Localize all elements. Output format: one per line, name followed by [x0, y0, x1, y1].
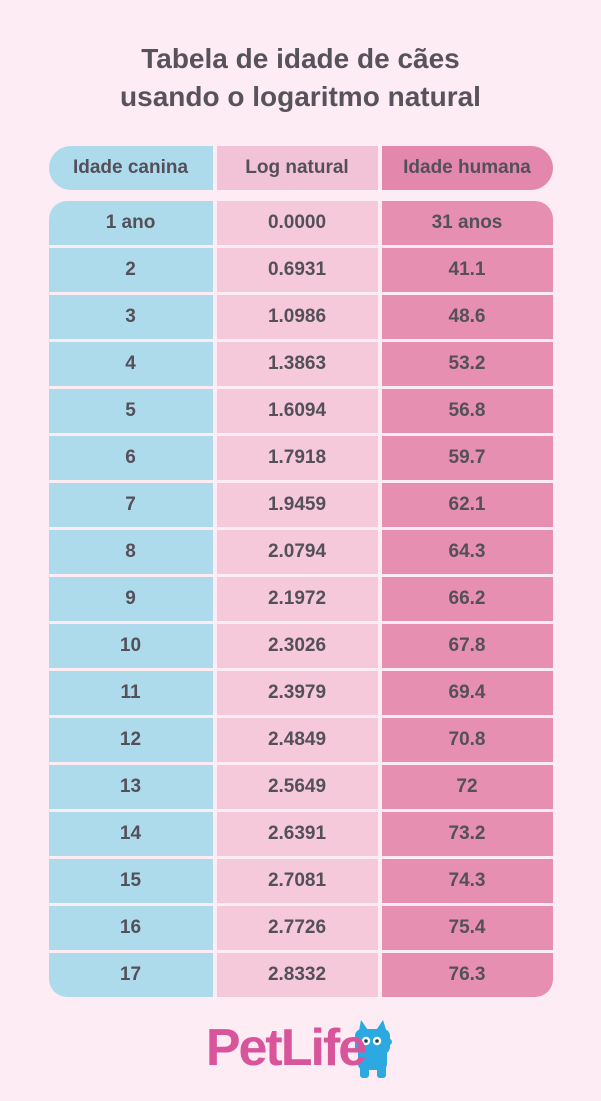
cell-log-natural: 2.0794	[217, 530, 378, 574]
cell-idade-canina: 15	[49, 859, 213, 903]
cell-idade-humana: 73.2	[382, 812, 553, 856]
cell-idade-humana: 74.3	[382, 859, 553, 903]
dog-age-table	[49, 146, 553, 997]
cell-idade-canina: 3	[49, 295, 213, 339]
petlife-logo-text: PetLife	[205, 1019, 366, 1077]
cell-idade-canina: 14	[49, 812, 213, 856]
cell-idade-canina: 2	[49, 248, 213, 292]
cell-idade-canina: 17	[49, 953, 213, 997]
cell-idade-humana: 53.2	[382, 342, 553, 386]
cell-idade-canina: 12	[49, 718, 213, 762]
table-header-row	[49, 146, 553, 190]
cell-idade-humana: 70.8	[382, 718, 553, 762]
header-log-natural: Log natural	[217, 146, 378, 190]
table-row	[49, 295, 553, 339]
cell-log-natural: 2.5649	[217, 765, 378, 809]
cell-idade-canina: 9	[49, 577, 213, 621]
cell-idade-canina: 8	[49, 530, 213, 574]
cell-log-natural: 2.3979	[217, 671, 378, 715]
cell-log-natural: 1.6094	[217, 389, 378, 433]
cell-log-natural: 2.4849	[217, 718, 378, 762]
table-row	[49, 812, 553, 856]
table-row	[49, 624, 553, 668]
cell-idade-canina: 5	[49, 389, 213, 433]
cell-idade-canina: 4	[49, 342, 213, 386]
table-row	[49, 859, 553, 903]
cell-idade-humana: 59.7	[382, 436, 553, 480]
cell-idade-humana: 76.3	[382, 953, 553, 997]
cell-idade-canina: 7	[49, 483, 213, 527]
title-line-2: usando o logaritmo natural	[120, 81, 481, 112]
cell-idade-humana: 67.8	[382, 624, 553, 668]
cell-idade-humana: 56.8	[382, 389, 553, 433]
table-row	[49, 530, 553, 574]
cell-log-natural: 2.3026	[217, 624, 378, 668]
table-row	[49, 436, 553, 480]
cell-log-natural: 2.1972	[217, 577, 378, 621]
cell-idade-canina: 6	[49, 436, 213, 480]
cell-log-natural: 2.7081	[217, 859, 378, 903]
table-row	[49, 671, 553, 715]
table-row	[49, 718, 553, 762]
table-row	[49, 483, 553, 527]
header-idade-canina: Idade canina	[49, 146, 213, 190]
cell-idade-humana: 75.4	[382, 906, 553, 950]
cell-log-natural: 1.7918	[217, 436, 378, 480]
cell-log-natural: 0.0000	[217, 201, 378, 245]
cell-idade-canina: 11	[49, 671, 213, 715]
table-row	[49, 765, 553, 809]
cell-idade-canina: 16	[49, 906, 213, 950]
table-row	[49, 953, 553, 997]
cell-idade-humana: 31 anos	[382, 201, 553, 245]
page-title	[0, 0, 601, 116]
title-line-1: Tabela de idade de cães	[141, 43, 460, 74]
cell-idade-humana: 72	[382, 765, 553, 809]
cell-log-natural: 2.6391	[217, 812, 378, 856]
cell-idade-humana: 64.3	[382, 530, 553, 574]
cell-log-natural: 0.6931	[217, 248, 378, 292]
cell-log-natural: 2.7726	[217, 906, 378, 950]
cell-idade-canina: 1 ano	[49, 201, 213, 245]
cell-idade-humana: 41.1	[382, 248, 553, 292]
table-row	[49, 906, 553, 950]
table-row	[49, 389, 553, 433]
cell-log-natural: 1.3863	[217, 342, 378, 386]
cell-idade-humana: 69.4	[382, 671, 553, 715]
table-body	[49, 201, 553, 997]
cell-idade-canina: 13	[49, 765, 213, 809]
table-row	[49, 248, 553, 292]
cell-idade-humana: 48.6	[382, 295, 553, 339]
header-idade-humana: Idade humana	[382, 146, 553, 190]
cell-log-natural: 1.0986	[217, 295, 378, 339]
cell-idade-canina: 10	[49, 624, 213, 668]
table-row	[49, 201, 553, 245]
cell-idade-humana: 62.1	[382, 483, 553, 527]
cell-log-natural: 2.8332	[217, 953, 378, 997]
petlife-logo	[0, 1019, 601, 1084]
table-row	[49, 342, 553, 386]
cell-idade-humana: 66.2	[382, 577, 553, 621]
table-row	[49, 577, 553, 621]
cell-log-natural: 1.9459	[217, 483, 378, 527]
